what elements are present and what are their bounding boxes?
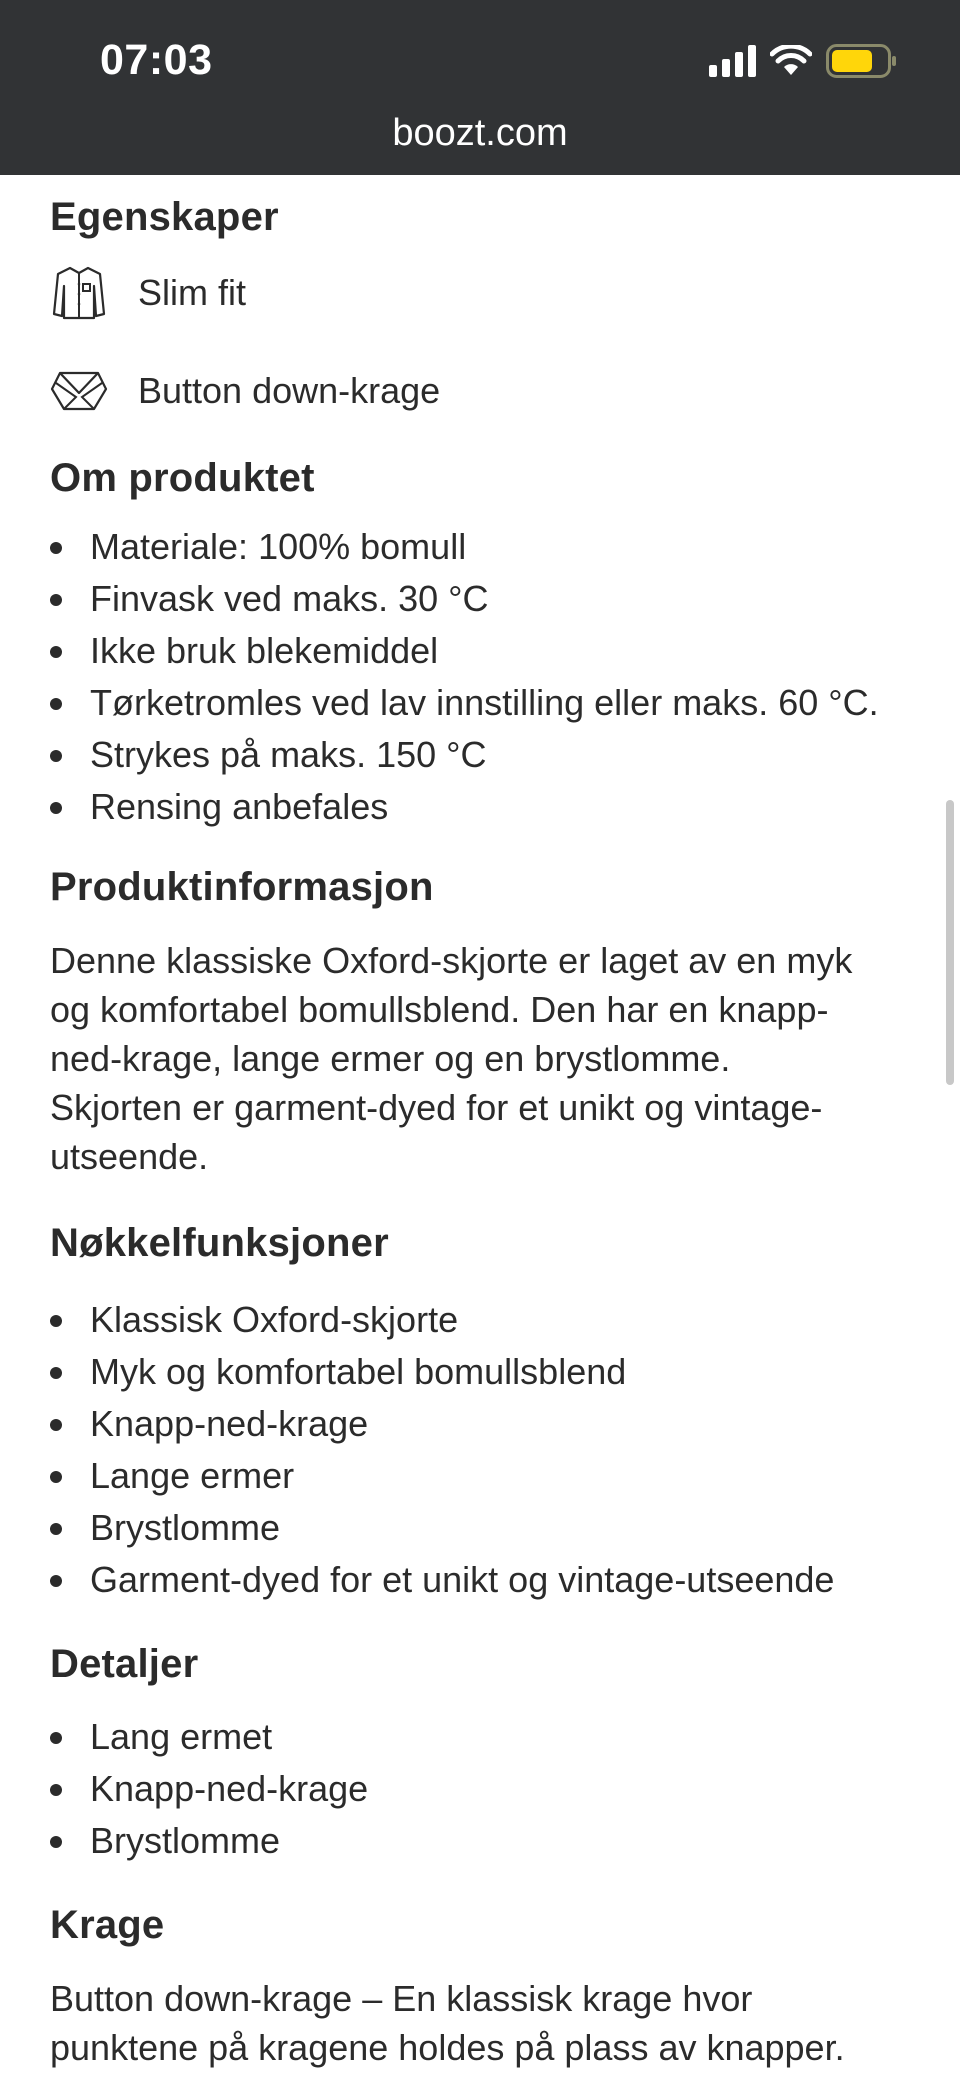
text-line: Denne klassiske Oxford-skjorte er laget av en myk [50,940,853,981]
section-title-collar: Krage [50,1903,165,1947]
list-item: Ikke bruk blekemiddel [50,625,930,677]
text-line: utseende. [50,1136,209,1177]
about-list [50,521,930,833]
list-item: Garment-dyed for et unikt og vintage-utseende [50,1554,930,1606]
wifi-icon [770,45,812,77]
battery-icon [826,44,898,78]
product-details [50,175,930,2072]
key-features-list [50,1294,930,1606]
list-item: Brystlomme [50,1502,930,1554]
url-bar[interactable]: boozt.com [392,112,568,154]
list-item: Lange ermer [50,1450,930,1502]
section-title-product-info: Produktinformasjon [50,865,434,909]
section-title-details: Detaljer [50,1642,199,1686]
list-item: Klassisk Oxford-skjorte [50,1294,930,1346]
list-item: Brystlomme [50,1815,930,1867]
status-icons [709,44,898,78]
list-item: Strykes på maks. 150 °C [50,729,930,781]
browser-top-bar [0,0,960,175]
shirt-icon [50,264,108,322]
product-info-text [50,936,930,1181]
collar-icon [50,362,108,420]
section-title-key-features: Nøkkelfunksjoner [50,1221,389,1265]
collar-text [50,1974,930,2072]
text-line: ned-krage, lange ermer og en brystlomme. [50,1038,731,1079]
list-item: Knapp-ned-krage [50,1398,930,1450]
details-list [50,1711,930,1867]
text-line: punktene på kragene holdes på plass av knapper. [50,2027,845,2068]
cellular-signal-icon [709,45,756,77]
list-item: Materiale: 100% bomull [50,521,930,573]
feature-button-down-collar [50,342,930,440]
section-title-features: Egenskaper [50,195,279,239]
text-line: Button down-krage – En klassisk krage hvor [50,1978,753,2019]
feature-slim-fit [50,244,930,342]
text-line: og komfortabel bomullsblend. Den har en knapp- [50,989,829,1030]
list-item: Rensing anbefales [50,781,930,833]
list-item: Lang ermet [50,1711,930,1763]
section-title-about: Om produktet [50,456,315,500]
feature-label: Slim fit [138,272,246,313]
text-line: Skjorten er garment-dyed for et unikt og vintage- [50,1087,823,1128]
list-item: Tørketromles ved lav innstilling eller maks. 60 °C. [50,677,930,729]
list-item: Myk og komfortabel bomullsblend [50,1346,930,1398]
feature-label: Button down-krage [138,370,441,411]
status-time: 07:03 [100,36,213,84]
list-item: Knapp-ned-krage [50,1763,930,1815]
scrollbar[interactable] [946,800,954,1085]
list-item: Finvask ved maks. 30 °C [50,573,930,625]
